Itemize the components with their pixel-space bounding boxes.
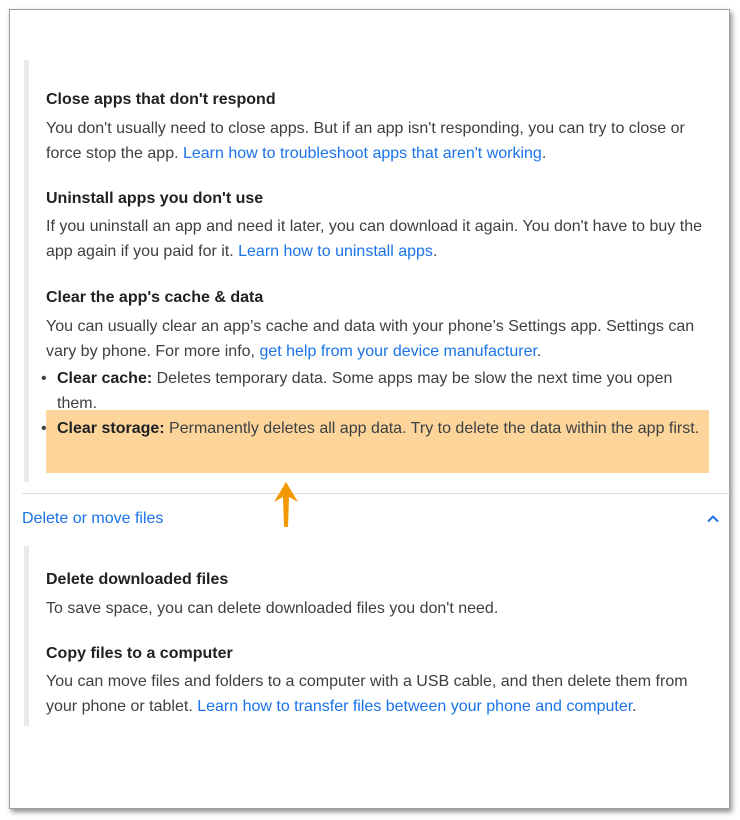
clear-cache-text: You can usually clear an app’s cache and data with your phone’s Settings app. Settings can vary by phone. For more info, get help from your device manufacturer. — [46, 318, 695, 360]
chevron-up-icon[interactable] — [706, 512, 720, 526]
device-manufacturer-link[interactable]: get help from your device manufacturer — [259, 342, 537, 360]
accordion-title[interactable]: Delete or move files — [22, 510, 164, 527]
troubleshoot-apps-link[interactable]: Learn how to troubleshoot apps that aren't working — [182, 144, 542, 162]
transfer-files-link[interactable]: Learn how to transfer files between your phone and computer — [197, 697, 633, 715]
copy-files-text: You can move files and folders to a computer with a USB cable, and then delete them from your phone or tablet. Learn how to transfer files between your phone and computer. — [46, 673, 688, 715]
close-apps-heading: Close apps that don't respond — [46, 91, 276, 108]
uninstall-apps-text: If you uninstall an app and need it later, you can download it again. You don't have to buy the app again if you paid for it. Learn how to uninstall apps. — [46, 218, 702, 260]
clear-cache-heading: Clear the app's cache & data — [46, 289, 264, 306]
clear-storage-description: Permanently deletes all app data. Try to delete the data within the app first. — [164, 420, 700, 437]
section-divider — [22, 493, 730, 494]
delete-downloaded-heading: Delete downloaded files — [46, 571, 229, 588]
bullet-dot: • — [41, 420, 47, 437]
bullet-dot: • — [41, 370, 47, 387]
close-apps-text: You don't usually need to close apps. But if an app isn't responding, you can try to close or force stop the app. Learn how to troubleshoot apps that aren't working. — [46, 120, 685, 162]
delete-or-move-files-accordion[interactable] — [22, 506, 730, 534]
uninstall-apps-link[interactable]: Learn how to uninstall apps — [238, 242, 433, 260]
uninstall-apps-heading: Uninstall apps you don't use — [46, 190, 264, 207]
arrow-up-icon — [272, 480, 300, 528]
copy-files-heading: Copy files to a computer — [46, 645, 233, 662]
screenshot-frame — [9, 9, 730, 809]
delete-downloaded-text: To save space, you can delete downloaded files you don't need. — [46, 600, 499, 617]
clear-cache-description: Deletes temporary data. Some apps may be slow the next time you open them. — [57, 370, 673, 412]
clear-cache-label: Clear cache: — [57, 370, 153, 387]
clear-storage-label: Clear storage: — [57, 420, 165, 437]
files-section — [24, 546, 718, 726]
